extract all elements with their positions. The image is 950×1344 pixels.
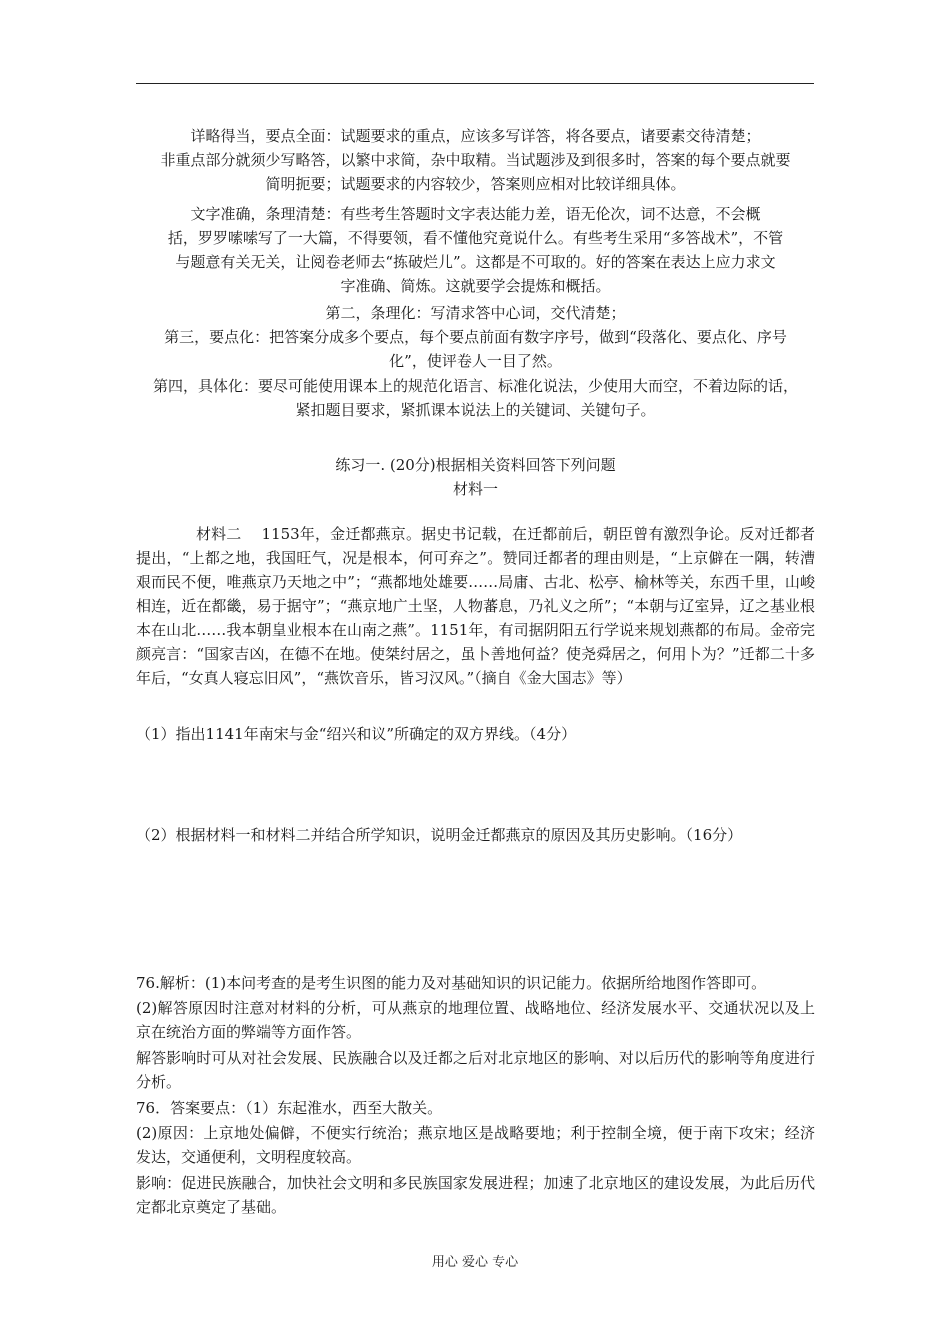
exercise-title: 练习一. (20分)根据相关资料回答下列问题 — [335, 456, 616, 474]
guidance-clarity-line-1: 文字准确，条理清楚：有些考生答题时文字表达能力差，语无伦次，词不达意，不会概 — [190, 205, 761, 223]
guidance-detail-line-3: 简明扼要；试题要求的内容较少，答案则应相对比较详细具体。 — [265, 175, 686, 193]
guidance-fourth-line-2: 紧扣题目要求，紧抓课本说法上的关键词、关键句子。 — [295, 401, 656, 419]
material-1-label: 材料一 — [452, 480, 498, 498]
question-2: （2）根据材料一和材料二并结合所学知识，说明金迁都燕京的原因及其历史影响。（16分） — [136, 826, 743, 844]
material-2-text: 材料二 1153年，金迁都燕京。据史书记载，在迁都前后，朝臣曾有激烈争论。反对迁都者提出，“上都之地，我国旺气，况是根本，何可弃之”。赞同迁都者的理由则是，“上京僻在一隅，转漕艰而民不便，唯燕京乃天地之中”；“燕都地处雄要……局庸、古北、松亭、榆林等关，东西千里，山峻相连，近在都畿，易于据守”；“燕京地广土坚，人物蕃息，乃礼义之所”；“本朝与辽室异，辽之基业根本在山北……我本朝皇业根本在山南之燕”。1151年，有司据阴阳五行学说来规划燕都的布局。金帝完颜亮言：“国家吉凶，在德不在地。使桀纣居之，虽卜善地何益？使尧舜居之，何用卜为？”迁都二十多年后，“女真人寝忘旧风”，“燕饮音乐，皆习汉风。”（摘自《金大国志》等） — [136, 525, 815, 687]
guidance-fourth-line-1: 第四，具体化：要尽可能使用课本上的规范化语言、标准化说法，少使用大而空，不着边际的话， — [152, 377, 798, 395]
question-1: （1）指出1141年南宋与金“绍兴和议”所确定的双方界线。（4分） — [136, 725, 577, 743]
analysis-line-1: 76.解析：(1)本问考查的是考生识图的能力及对基础知识的识记能力。依据所给地图作答即可。 — [136, 974, 767, 992]
header-rule — [136, 83, 814, 84]
analysis-line-2: (2)解答原因时注意对材料的分析，可从燕京的地理位置、战略地位、经济发展水平、交通状况以及上京在统治方面的弊端等方面作答。 — [136, 999, 815, 1041]
guidance-clarity-line-2: 括，罗罗嗦嗦写了一大篇，不得要领，看不懂他究竟说什么。有些考生采用“多答战术”，不管 — [167, 229, 784, 247]
answer-line-2: (2)原因：上京地处偏僻，不便实行统治；燕京地区是战略要地；利于控制全境，便于南下攻宋；经济发达，交通便利，文明程度较高。 — [136, 1124, 815, 1166]
guidance-second: 第二，条理化：写清求答中心词，交代清楚； — [325, 304, 626, 322]
guidance-third-line-2: 化”，使评卷人一目了然。 — [389, 352, 562, 370]
guidance-third-line-1: 第三，要点化：把答案分成多个要点，每个要点前面有数字序号，做到“段落化、要点化、序号 — [164, 328, 787, 346]
guidance-clarity-line-3: 与题意有关无关，让阅卷老师去“拣破烂儿”。这都是不可取的。好的答案在表达上应力求文 — [175, 253, 776, 271]
page-footer: 用心 爱心 专心 — [431, 1255, 519, 1270]
answer-line-3: 影响：促进民族融合，加快社会文明和多民族国家发展进程；加速了北京地区的建设发展，为此后历代定都北京奠定了基础。 — [136, 1174, 815, 1216]
analysis-line-3: 解答影响时可从对社会发展、民族融合以及迁都之后对北京地区的影响、对以后历代的影响等角度进行分析。 — [136, 1049, 815, 1091]
guidance-detail-line-2: 非重点部分就须少写略答，以繁中求简，杂中取精。当试题涉及到很多时，答案的每个要点就要 — [160, 151, 791, 169]
answer-line-1: 76．答案要点：（1）东起淮水，西至大散关。 — [136, 1099, 443, 1117]
guidance-detail-line-1: 详略得当，要点全面：试题要求的重点，应该多写详答，将各要点，诸要素交待清楚； — [190, 127, 761, 145]
guidance-clarity-line-4: 字准确、简炼。这就要学会提炼和概括。 — [340, 277, 611, 295]
